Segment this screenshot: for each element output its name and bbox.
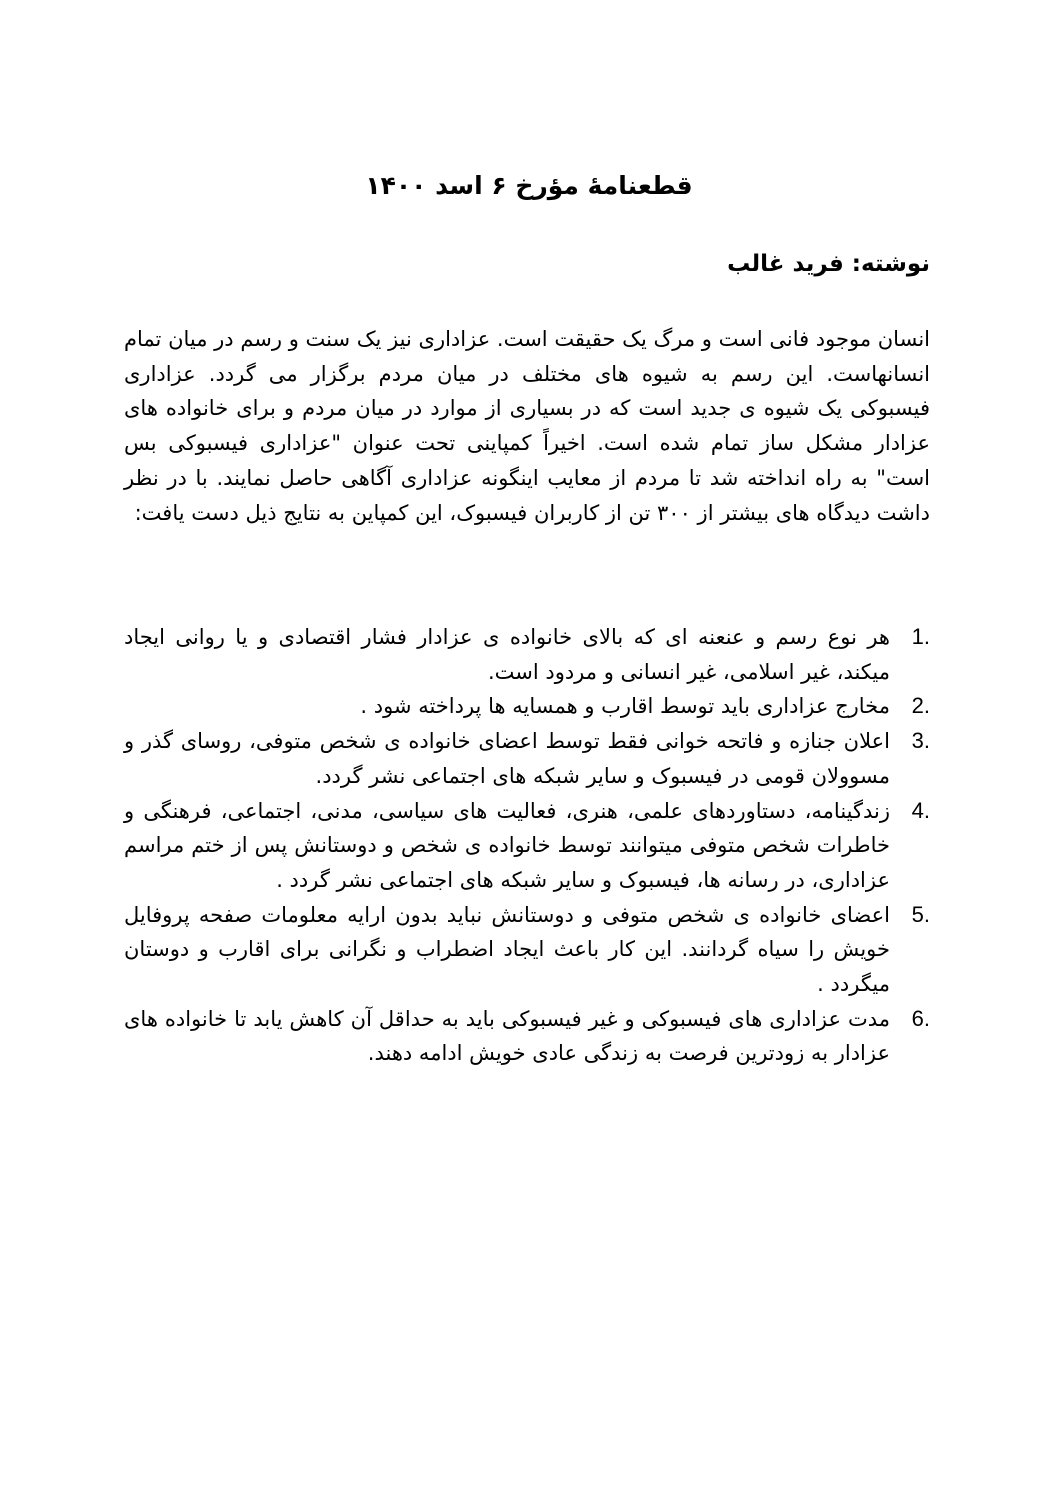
item-number: 6. [911,1005,930,1031]
document-title: قطعنامهٔ مؤرخ ۶ اسد ۱۴۰۰ [365,171,693,200]
item-number: 5. [911,901,930,927]
item-text: زندگینامه، دستاوردهای علمی، هنری، فعالیت های سیاسی، مدنی، اجتماعی، فرهنگی و خاطرات شخص متوفی میتوانند توسط خانواده ی شخص و دوستانش پس از ختم مراسم عزاداری، در رسانه ها، فیسبوک و سایر شبکه های اجتماعی نشر گردد . [124,798,890,892]
item-number: 2. [911,693,930,719]
item-number: 1. [911,624,930,649]
item-number: 4. [911,797,930,823]
resolution-item-5 [124,898,930,1002]
author-line: نوشته: فرید غالب [727,251,930,277]
item-text: هر نوع رسم و عنعنه ای که بالای خانواده ی عزادار فشار اقتصادی و یا روانی ایجاد میکند، غیر اسلامی، غیر انسانی و مردود است. [124,625,890,684]
resolution-item-1 [124,620,930,689]
item-text: اعلان جنازه و فاتحه خوانی فقط توسط اعضای خانواده ی شخص متوفی، روسای گذر و مسوولان قومی در فیسبوک و سایر شبکه های اجتماعی نشر گردد. [124,729,890,788]
resolution-list [124,620,930,1071]
item-text: اعضای خانواده ی شخص متوفی و دوستانش نباید بدون ارایه معلومات صفحه پروفایل خویش را سیاه گردانند. این کار باعث ایجاد اضطراب و نگرانی برای اقارب و دوستان میگردد . [124,902,890,997]
item-number: 3. [911,728,930,754]
resolution-item-4 [124,794,930,898]
resolution-item-3 [124,724,930,793]
item-text: مدت عزاداری های فیسبوکی و غیر فیسبوکی باید به حداقل آن کاهش یابد تا خانواده های عزادار به زودترین فرصت به زندگی عادی خویش ادامه دهند. [124,1006,890,1066]
resolution-item-2 [124,689,930,724]
intro-paragraph: انسان موجود فانی است و مرگ یک حقیقت است. عزاداری نیز یک سنت و رسم در میان تمام انسانهاست. این رسم به شیوه های مختلف در میان مردم برگزار می گردد. عزاداری فیسبوکی یک شیوه ی جدید است که در بسیاری از موارد در میان مردم و برای خانواده های عزادار مشکل ساز تمام شده است. اخیراً کمپاینی تحت عنوان "عزاداری فیسبوکی بس است" به راه انداخته شد تا مردم از معایب اینگونه عزاداری آگاهی حاصل نمایند. با در نظر داشت دیدگاه های بیشتر از ۳۰۰ تن از کاربران فیسبوک، این کمپاین به نتایج ذیل دست یافت: [124,327,930,525]
item-text: مخارج عزاداری باید توسط اقارب و همسایه ها پرداخته شود . [360,694,890,719]
resolution-item-6 [124,1002,930,1071]
